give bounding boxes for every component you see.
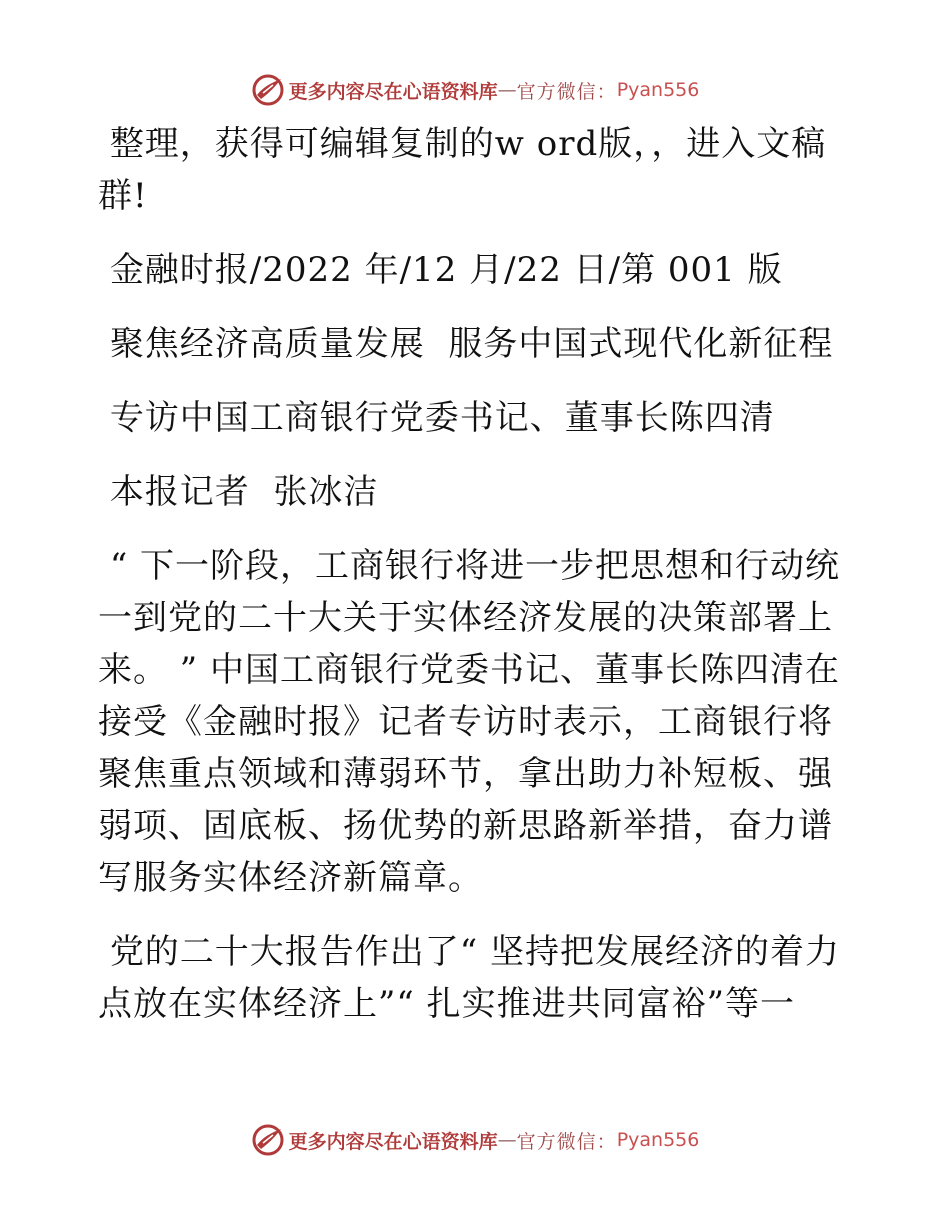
banner-dash: — — [497, 79, 517, 101]
banner-wechat-id: Pyan556 — [616, 79, 700, 101]
quill-logo-icon — [251, 1123, 285, 1157]
body-paragraph-2: 党的二十大报告作出了“ 坚持把发展经济的着力点放在实体经济上”“ 扎实推进共同富裕”等一 — [98, 932, 841, 1024]
banner-dash: — — [497, 1129, 517, 1151]
banner-wechat-id: Pyan556 — [616, 1129, 700, 1151]
source-line: 金融时报/2022 年/12 月/22 日/第 001 版 — [98, 250, 783, 290]
article-headline: 聚焦经济高质量发展 服务中国式现代化新征程 — [98, 324, 834, 364]
intro-paragraph: 整理，获得可编辑复制的w ord版，，进入文稿群! — [98, 124, 827, 216]
banner-wechat-label: 官方微信： — [516, 1130, 617, 1153]
header-watermark-banner — [0, 70, 950, 110]
footer-watermark-banner — [0, 1120, 950, 1160]
banner-main-text: 更多内容尽在心语资料库 — [288, 80, 498, 103]
document-body — [98, 118, 858, 1030]
byline: 本报记者 张冰洁 — [98, 472, 379, 512]
quill-logo-icon — [251, 73, 285, 107]
banner-main-text: 更多内容尽在心语资料库 — [288, 1130, 498, 1153]
article-subheadline: 专访中国工商银行党委书记、董事长陈四清 — [98, 398, 775, 438]
body-paragraph-1: “ 下一阶段，工商银行将进一步把思想和行动统一到党的二十大关于实体经济发展的决策部署上来。 ” 中国工商银行党委书记、董事长陈四清在接受《金融时报》记者专访时表示，工商银行将聚焦重点领域和薄弱环节，拿出助力补短板、强弱项、固底板、扬优势的新思路新举措，奋力谱写服务实体经济新篇章。 — [98, 546, 841, 898]
banner-wechat-label: 官方微信： — [516, 80, 617, 103]
